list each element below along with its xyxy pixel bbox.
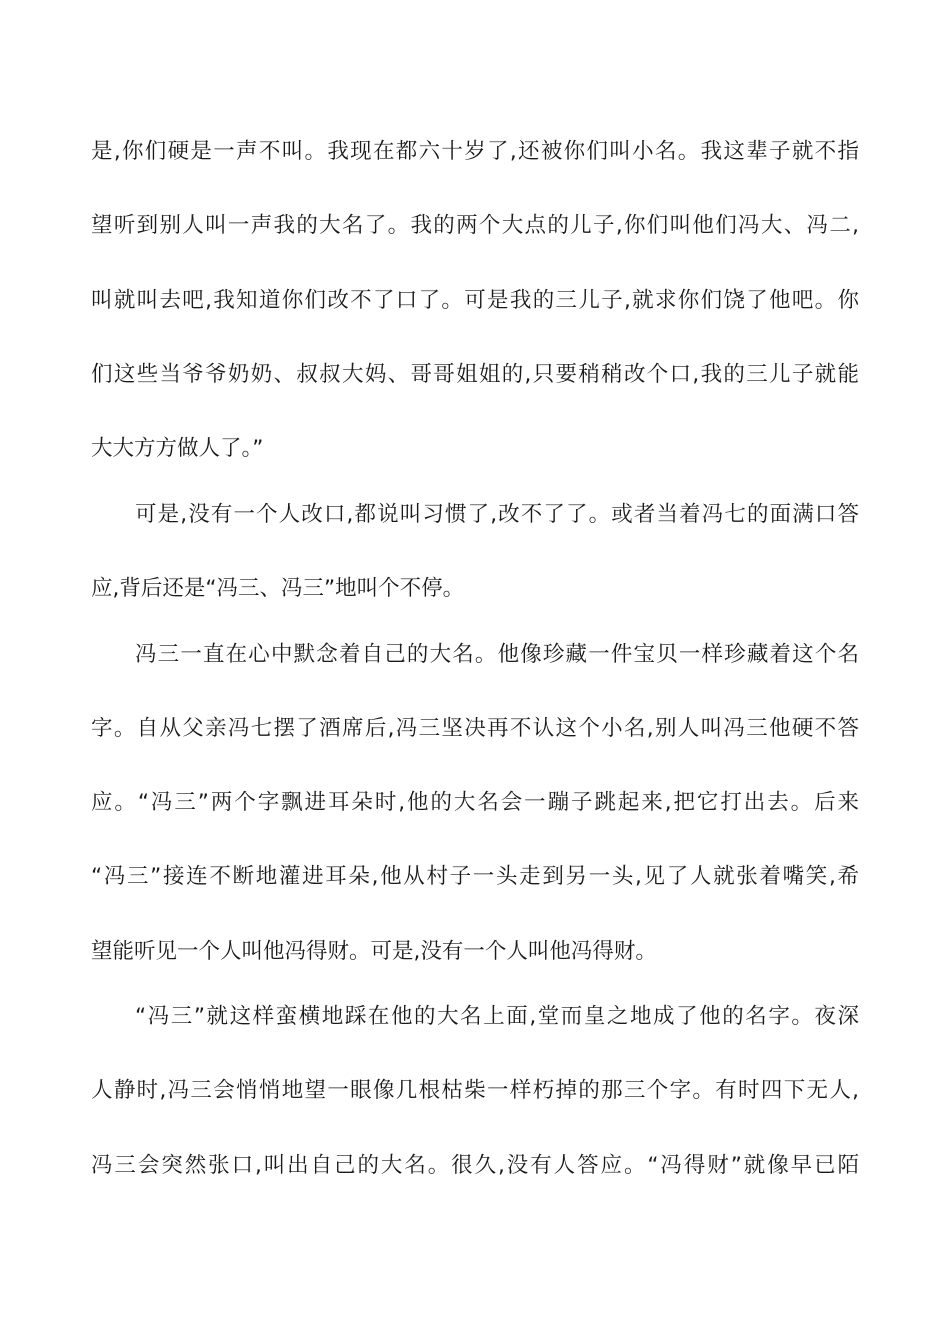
paragraph-first-line: 可是,没有一个人改口,都说叫习惯了,改不了了。或者当着冯七的面满口答 (135, 502, 859, 527)
text-line: 是,你们硬是一声不叫。我现在都六十岁了,还被你们叫小名。我这辈子就不指 (91, 139, 859, 164)
paragraph-first-line: “冯三”就这样蛮横地踩在他的大名上面,堂而皇之地成了他的名字。夜深 (135, 1004, 859, 1029)
text-line: 冯三会突然张口,叫出自己的大名。很久,没有人答应。“冯得财”就像早已陌 (91, 1153, 859, 1178)
text-line: “冯三”接连不断地灌进耳朵,他从村子一头走到另一头,见了人就张着嘴笑,希 (91, 864, 859, 889)
text-line: 字。自从父亲冯七摆了酒席后,冯三坚决再不认这个小名,别人叫冯三他硬不答 (91, 716, 859, 741)
text-line: 们这些当爷爷奶奶、叔叔大妈、哥哥姐姐的,只要稍稍改个口,我的三儿子就能 (91, 362, 859, 387)
paragraph-first-line: 冯三一直在心中默念着自己的大名。他像珍藏一件宝贝一样珍藏着这个名 (135, 642, 859, 667)
text-line: 望听到别人叫一声我的大名了。我的两个大点的儿子,你们叫他们冯大、冯二, (91, 213, 859, 238)
text-line: 应,背后还是“冯三、冯三”地叫个不停。 (91, 576, 465, 601)
text-line: 应。“冯三”两个字飘进耳朵时,他的大名会一蹦子跳起来,把它打出去。后来 (91, 790, 859, 815)
text-line: 叫就叫去吧,我知道你们改不了口了。可是我的三儿子,就求你们饶了他吧。你 (91, 288, 859, 313)
text-line: 望能听见一个人叫他冯得财。可是,没有一个人叫他冯得财。 (91, 939, 657, 964)
text-line: 大大方方做人了。” (91, 436, 264, 461)
text-line: 人静时,冯三会悄悄地望一眼像几根枯柴一样朽掉的那三个字。有时四下无人, (91, 1078, 859, 1103)
